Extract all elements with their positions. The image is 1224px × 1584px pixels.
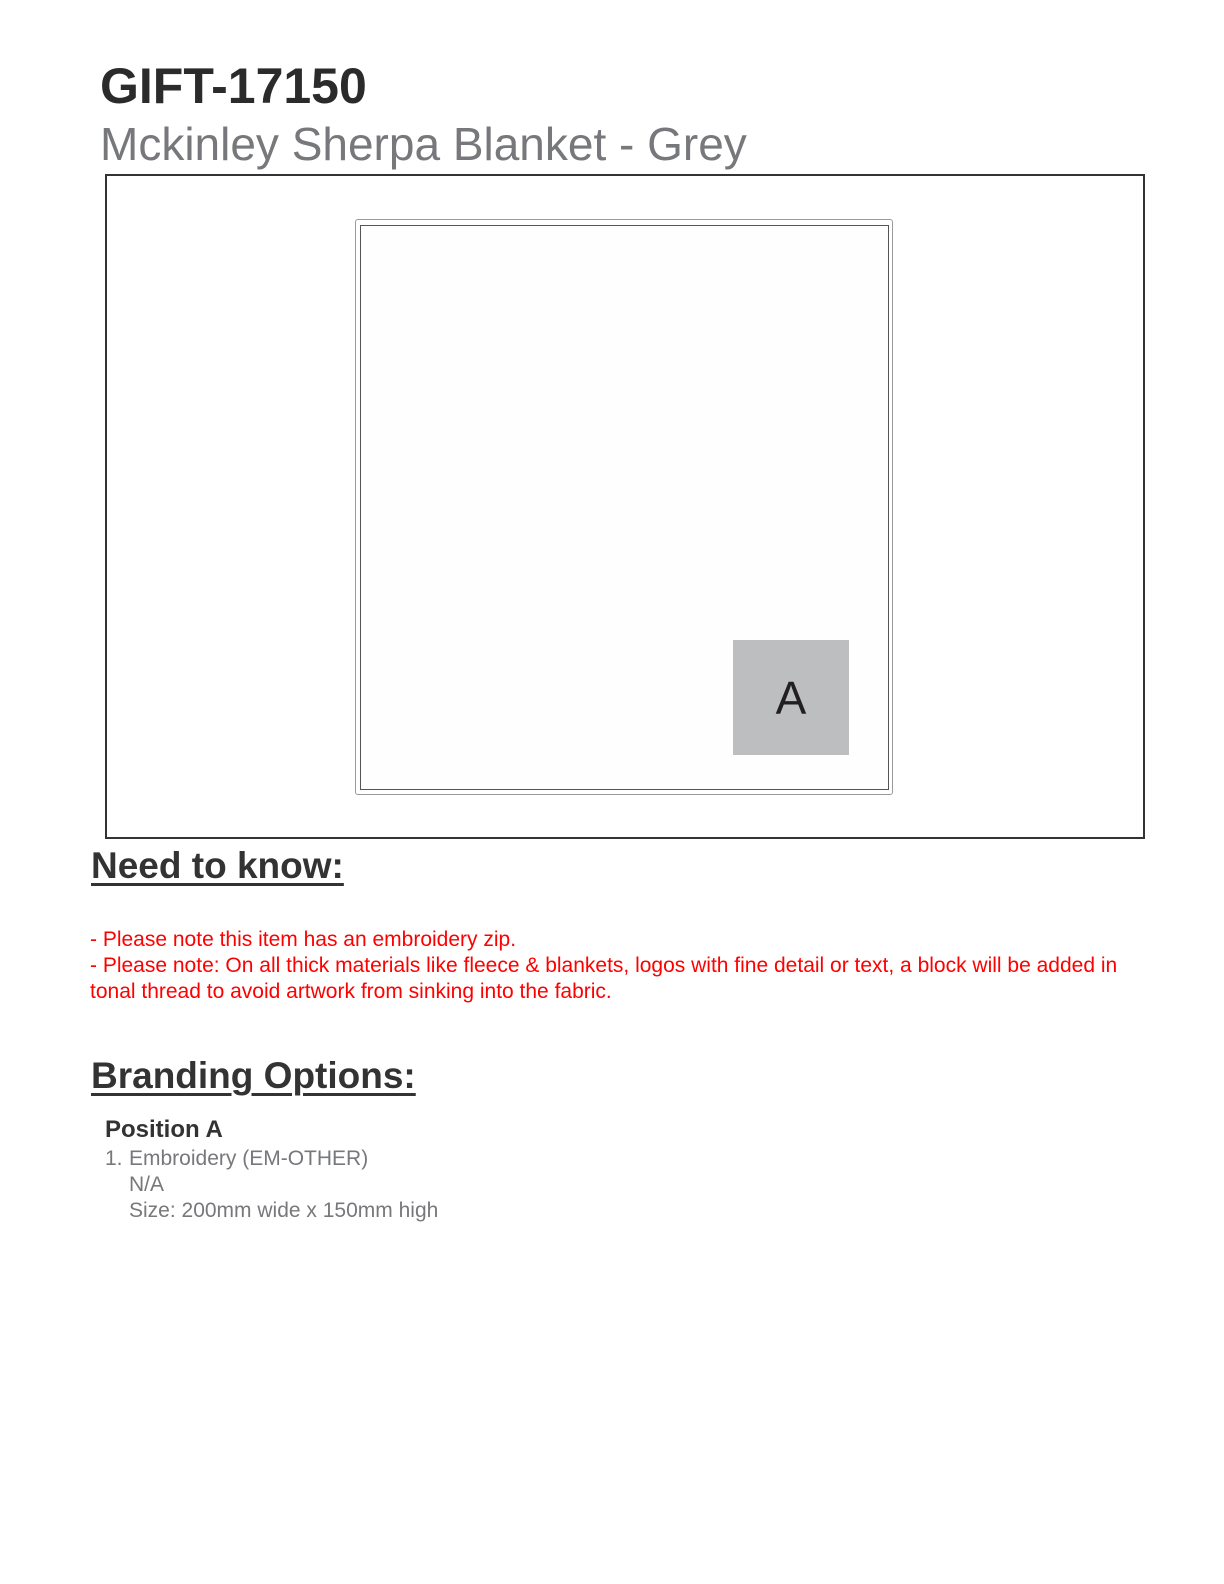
product-name: Mckinley Sherpa Blanket - Grey [100, 118, 747, 170]
branding-option [105, 1146, 805, 1224]
note-item: - Please note this item has an embroidery zip. [90, 928, 517, 951]
option-detail: N/A [129, 1173, 165, 1196]
option-number: 1. [105, 1147, 123, 1170]
position-title: Position A [105, 1116, 223, 1143]
option-method: Embroidery (EM-OTHER) [129, 1147, 369, 1170]
need-to-know-heading: Need to know: [91, 845, 344, 886]
product-code: GIFT-17150 [100, 58, 367, 114]
blanket-outline [355, 219, 893, 795]
branding-position-a-marker: A [733, 640, 849, 755]
need-to-know-notes [90, 927, 1140, 1005]
option-size: Size: 200mm wide x 150mm high [129, 1199, 439, 1222]
branding-option-list [105, 1146, 805, 1224]
product-preview-frame [105, 174, 1145, 839]
branding-options-heading: Branding Options: [91, 1055, 416, 1096]
note-item: - Please note: On all thick materials like fleece & blankets, logos with fine detail or text, a block will be added in tonal thread to avoid artwork from sinking into the fabric. [90, 954, 1118, 1003]
branding-position-a [105, 1116, 805, 1224]
